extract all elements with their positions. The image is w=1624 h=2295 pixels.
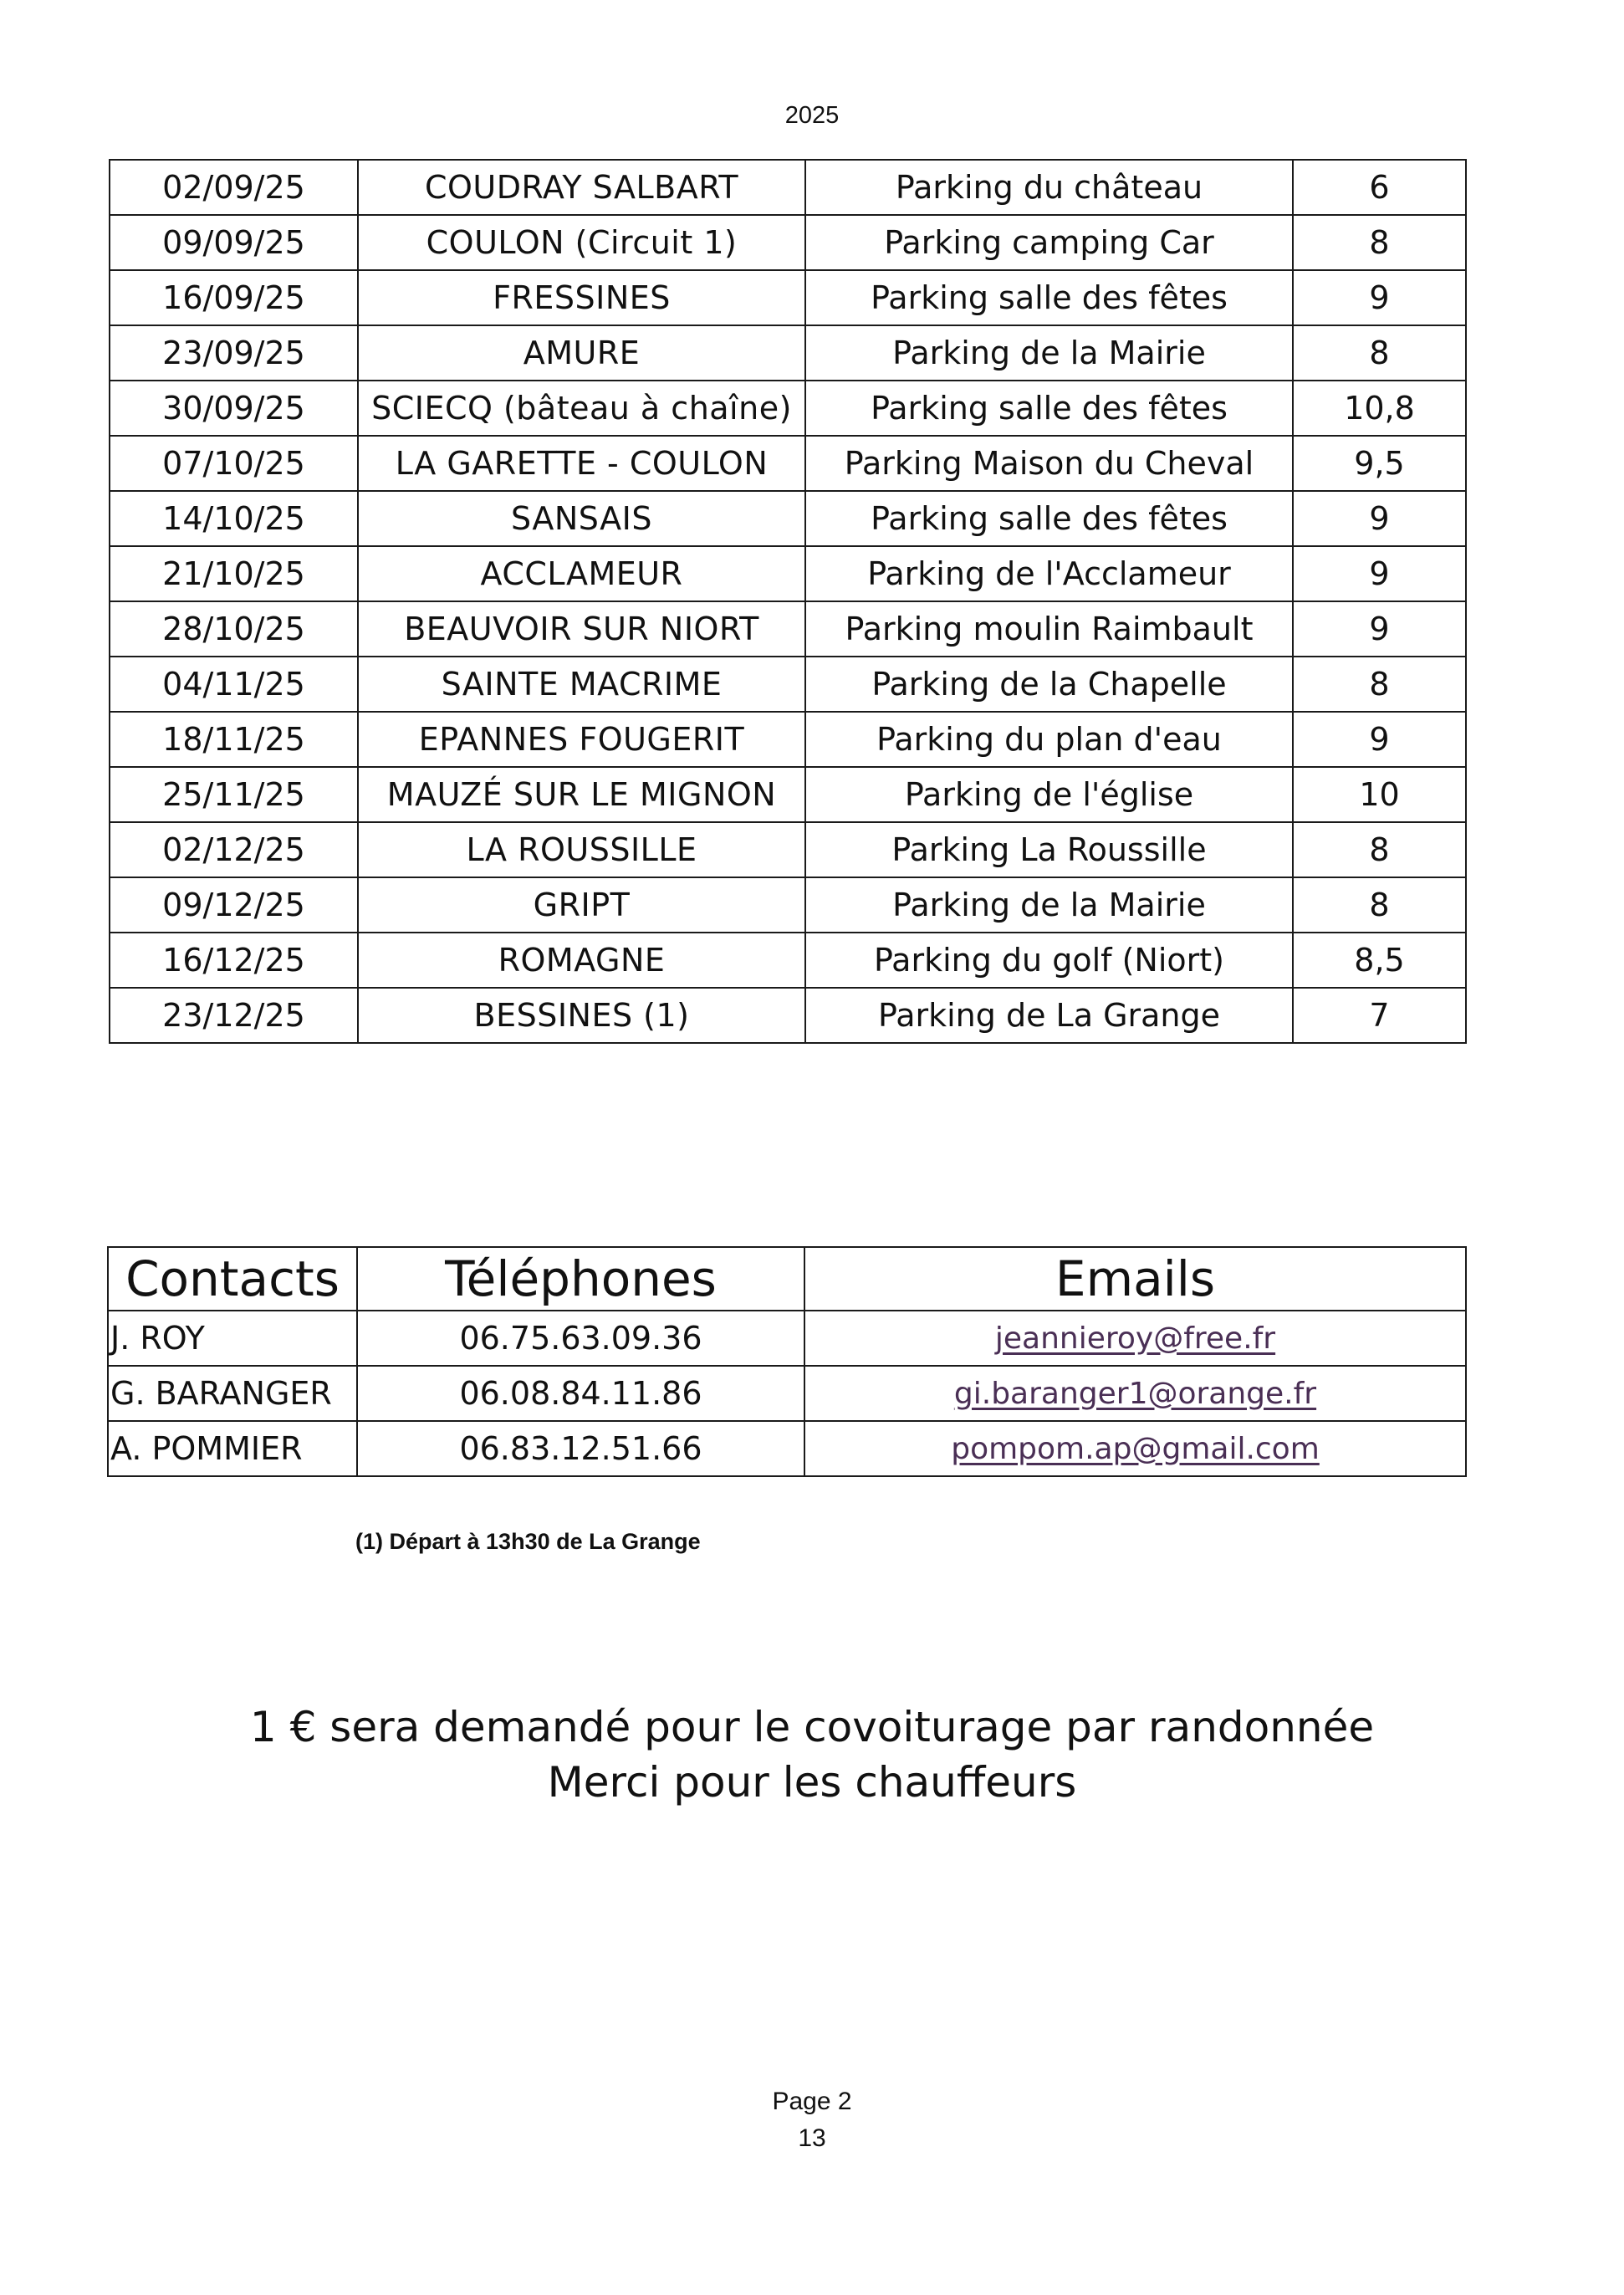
hike-destination: AMURE [358, 325, 805, 381]
hike-date: 23/09/25 [110, 325, 358, 381]
schedule-row [110, 767, 1466, 822]
hike-distance: 8 [1293, 657, 1466, 712]
contact-name: G. BARANGER [108, 1366, 357, 1421]
contact-email-cell [804, 1311, 1466, 1366]
schedule-row [110, 933, 1466, 988]
hike-meeting-point: Parking de la Mairie [805, 877, 1293, 933]
contacts-body [108, 1311, 1466, 1476]
hike-distance: 8 [1293, 215, 1466, 270]
hike-distance: 10 [1293, 767, 1466, 822]
schedule-row [110, 436, 1466, 491]
page-number: 13 [798, 2124, 826, 2152]
schedule-row [110, 491, 1466, 546]
hike-distance: 9 [1293, 712, 1466, 767]
hike-meeting-point: Parking de l'Acclameur [805, 546, 1293, 601]
hike-destination: COUDRAY SALBART [358, 160, 805, 215]
hike-date: 09/09/25 [110, 215, 358, 270]
schedule-row [110, 877, 1466, 933]
hike-distance: 9 [1293, 546, 1466, 601]
page-label: Page 2 [772, 2088, 852, 2115]
contact-email-link[interactable]: gi.baranger1@orange.fr [953, 1376, 1317, 1411]
hike-distance: 7 [1293, 988, 1466, 1043]
carpool-notice-line-2: Merci pour les chauffeurs [547, 1758, 1077, 1807]
hike-destination: SANSAIS [358, 491, 805, 546]
contacts-header-email: Emails [804, 1247, 1466, 1311]
hike-meeting-point: Parking salle des fêtes [805, 491, 1293, 546]
hike-destination: LA ROUSSILLE [358, 822, 805, 877]
schedule-row [110, 988, 1466, 1043]
footnote: (1) Départ à 13h30 de La Grange [355, 1529, 701, 1554]
hike-destination: ROMAGNE [358, 933, 805, 988]
hike-destination: SAINTE MACRIME [358, 657, 805, 712]
hike-date: 02/12/25 [110, 822, 358, 877]
hike-destination: BESSINES (1) [358, 988, 805, 1043]
schedule-row [110, 325, 1466, 381]
hike-date: 28/10/25 [110, 601, 358, 657]
hike-distance: 6 [1293, 160, 1466, 215]
hike-meeting-point: Parking moulin Raimbault [805, 601, 1293, 657]
hike-distance: 8 [1293, 325, 1466, 381]
schedule-row [110, 381, 1466, 436]
hike-destination: EPANNES FOUGERIT [358, 712, 805, 767]
hike-destination: LA GARETTE - COULON [358, 436, 805, 491]
hike-destination: MAUZÉ SUR LE MIGNON [358, 767, 805, 822]
contact-email-cell [804, 1366, 1466, 1421]
hike-distance: 9 [1293, 601, 1466, 657]
contact-name: J. ROY [108, 1311, 357, 1366]
hike-meeting-point: Parking du plan d'eau [805, 712, 1293, 767]
hike-distance: 9,5 [1293, 436, 1466, 491]
hike-date: 30/09/25 [110, 381, 358, 436]
hike-meeting-point: Parking La Roussille [805, 822, 1293, 877]
contact-phone: 06.75.63.09.36 [357, 1311, 804, 1366]
hike-destination: COULON (Circuit 1) [358, 215, 805, 270]
contact-phone: 06.08.84.11.86 [357, 1366, 804, 1421]
hike-meeting-point: Parking camping Car [805, 215, 1293, 270]
hike-meeting-point: Parking de la Mairie [805, 325, 1293, 381]
hike-date: 23/12/25 [110, 988, 358, 1043]
hike-distance: 8 [1293, 877, 1466, 933]
hike-distance: 9 [1293, 270, 1466, 325]
hike-distance: 8,5 [1293, 933, 1466, 988]
hike-date: 16/12/25 [110, 933, 358, 988]
hike-date: 16/09/25 [110, 270, 358, 325]
hike-date: 25/11/25 [110, 767, 358, 822]
hike-date: 09/12/25 [110, 877, 358, 933]
schedule-row [110, 822, 1466, 877]
hike-destination: ACCLAMEUR [358, 546, 805, 601]
schedule-row [110, 270, 1466, 325]
hike-destination: BEAUVOIR SUR NIORT [358, 601, 805, 657]
contact-email-link[interactable]: jeannieroy@free.fr [994, 1321, 1276, 1356]
hike-date: 04/11/25 [110, 657, 358, 712]
hike-date: 14/10/25 [110, 491, 358, 546]
hike-meeting-point: Parking du golf (Niort) [805, 933, 1293, 988]
hike-distance: 8 [1293, 822, 1466, 877]
schedule-row [110, 601, 1466, 657]
hike-distance: 9 [1293, 491, 1466, 546]
schedule-row [110, 657, 1466, 712]
hike-destination: GRIPT [358, 877, 805, 933]
hike-date: 21/10/25 [110, 546, 358, 601]
year-header: 2025 [784, 102, 840, 129]
hike-meeting-point: Parking de l'église [805, 767, 1293, 822]
contacts-header-name: Contacts [108, 1247, 357, 1311]
contact-row [108, 1311, 1466, 1366]
hike-meeting-point: Parking Maison du Cheval [805, 436, 1293, 491]
hike-meeting-point: Parking salle des fêtes [805, 270, 1293, 325]
contact-name: A. POMMIER [108, 1421, 357, 1476]
schedule-row [110, 160, 1466, 215]
schedule-row [110, 712, 1466, 767]
schedule-table [109, 159, 1467, 1044]
hike-destination: FRESSINES [358, 270, 805, 325]
carpool-notice-line-1: 1 € sera demandé pour le covoiturage par randonnée [249, 1703, 1375, 1751]
contacts-header-row [108, 1247, 1466, 1311]
contact-email-cell [804, 1421, 1466, 1476]
schedule-row [110, 546, 1466, 601]
carpool-notice [0, 1700, 1624, 1810]
hike-date: 18/11/25 [110, 712, 358, 767]
hike-meeting-point: Parking de la Chapelle [805, 657, 1293, 712]
hike-date: 02/09/25 [110, 160, 358, 215]
contact-row [108, 1421, 1466, 1476]
hike-meeting-point: Parking du château [805, 160, 1293, 215]
schedule-row [110, 215, 1466, 270]
contacts-header-phone: Téléphones [357, 1247, 804, 1311]
hike-distance: 10,8 [1293, 381, 1466, 436]
hike-destination: SCIECQ (bâteau à chaîne) [358, 381, 805, 436]
contact-email-link[interactable]: pompom.ap@gmail.com [951, 1431, 1320, 1466]
contacts-table [107, 1246, 1467, 1477]
hike-date: 07/10/25 [110, 436, 358, 491]
hike-meeting-point: Parking salle des fêtes [805, 381, 1293, 436]
contact-phone: 06.83.12.51.66 [357, 1421, 804, 1476]
schedule-body [110, 160, 1466, 1043]
contact-row [108, 1366, 1466, 1421]
hike-meeting-point: Parking de La Grange [805, 988, 1293, 1043]
